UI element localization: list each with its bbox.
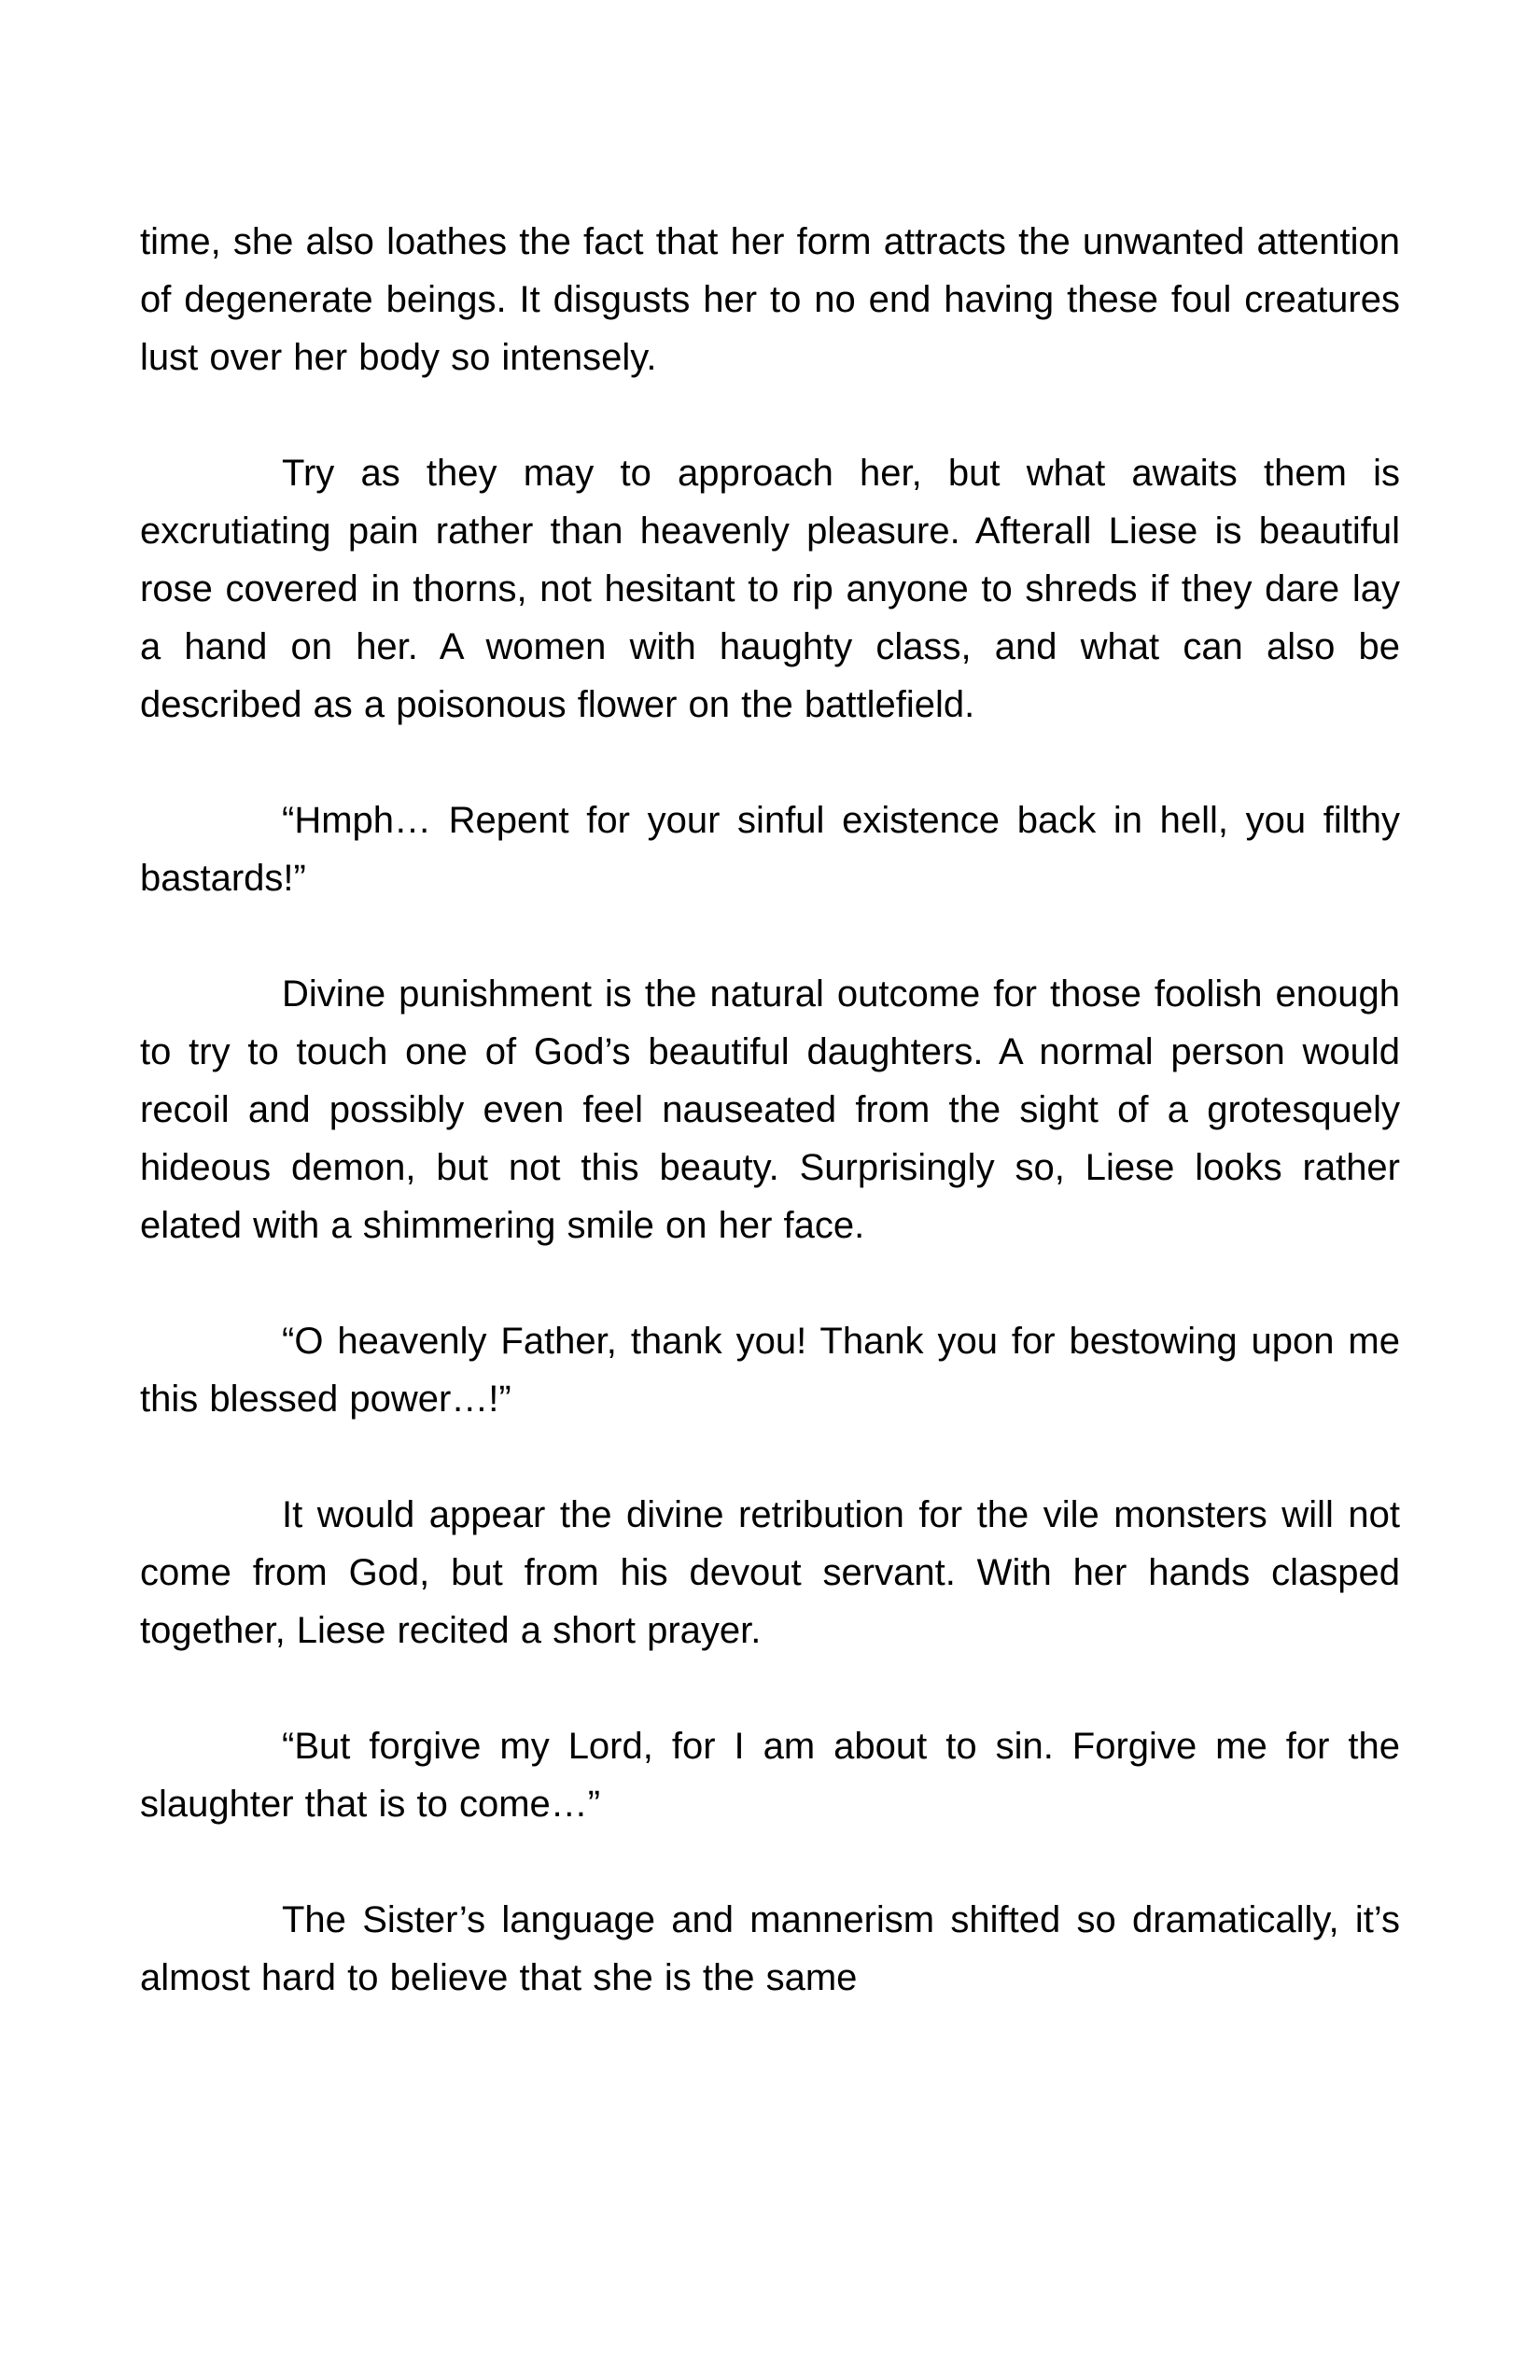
paragraph-dialogue: “Hmph… Repent for your sinful existence back in hell, you filthy bastards!” [140, 800, 1400, 899]
paragraph-dialogue: “O heavenly Father, thank you! Thank you for bestowing upon me this blessed power…!” [140, 1321, 1400, 1420]
paragraph: Divine punishment is the natural outcome for those foolish enough to try to touch one of God’s beautiful daughters. A normal person would recoil and possibly even feel nauseated from the sight of a grotesquely hideous demon, but not this beauty. Surprisingly so, Liese looks rather elated with a shimmering smile on her face. [140, 973, 1400, 1246]
paragraph: The Sister’s language and mannerism shifted so dramatically, it’s almost hard to believe that she is the same [140, 1899, 1400, 1998]
paragraph: Try as they may to approach her, but what awaits them is excrutiating pain rather than heavenly pleasure. Afterall Liese is beautiful rose covered in thorns, not hesitant to rip anyone to shreds if they dare lay a hand on her. A women with haughty class, and what can also be described as a poisonous flower on the battlefield. [140, 453, 1400, 725]
paragraph: time, she also loathes the fact that her form attracts the unwanted attention of degenerate beings. It disgusts her to no end having these foul creatures lust over her body so intensely. [140, 221, 1400, 378]
paragraph: It would appear the divine retribution for the vile monsters will not come from God, but from his devout servant. With her hands clasped together, Liese recited a short prayer. [140, 1494, 1400, 1651]
paragraph-dialogue: “But forgive my Lord, for I am about to sin. Forgive me for the slaughter that is to come…” [140, 1726, 1400, 1825]
